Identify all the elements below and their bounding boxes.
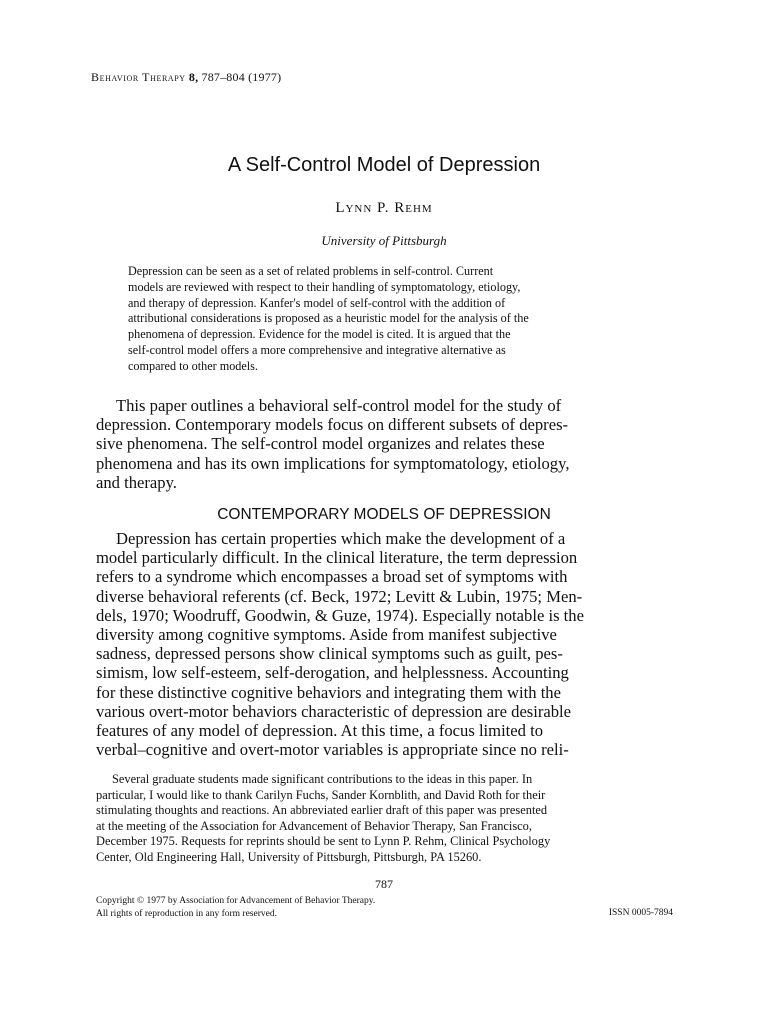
- abstract: [128, 264, 640, 375]
- body-line: features of any model of depression. At this time, a focus limited to: [96, 721, 544, 741]
- issn: ISSN 0005-7894: [608, 908, 673, 918]
- body-line: sive phenomena. The self-control model organizes and relates these: [96, 434, 545, 454]
- footnote-line: particular, I would like to thank Carilyn Fuchs, Sander Kornblith, and David Roth for their: [96, 787, 546, 802]
- article-author: Lynn P. Rehm: [335, 200, 433, 216]
- journal-citation: [91, 70, 281, 85]
- footnote-line: stimulating thoughts and reactions. An abbreviated earlier draft of this paper was presented: [96, 803, 548, 818]
- abstract-line: attributional considerations is proposed as a heuristic model for the analysis of the: [128, 311, 529, 326]
- author-affiliation: University of Pittsburgh: [321, 233, 447, 248]
- body-line: various overt-motor behaviors characteristic of depression are desirable: [96, 701, 572, 721]
- footnote: [96, 772, 676, 866]
- footnote-line: at the meeting of the Association for Advancement of Behavior Therapy, San Francisco,: [96, 818, 532, 833]
- body-line: simism, low self-esteem, self-derogation, and helplessness. Accounting: [96, 663, 569, 683]
- abstract-line: compared to other models.: [128, 358, 258, 373]
- journal-name: Behavior Therapy: [91, 70, 186, 84]
- intro-paragraph: [96, 396, 674, 492]
- copyright-line: All rights of reproduction in any form reserved.: [96, 909, 277, 919]
- copyright-line: Copyright © 1977 by Association for Advancement of Behavior Therapy.: [96, 896, 376, 906]
- body-line: and therapy.: [96, 472, 177, 492]
- body-line: sadness, depressed persons show clinical symptoms such as guilt, pes-: [96, 644, 563, 664]
- abstract-line: Depression can be seen as a set of related problems in self-control. Current: [128, 264, 494, 278]
- footnote-line: Several graduate students made significant contributions to the ideas in this paper. In: [112, 772, 533, 786]
- body-line: for these distinctive cognitive behaviors and integrating them with the: [96, 682, 561, 702]
- abstract-line: phenomena of depression. Evidence for the model is cited. It is argued that the: [128, 327, 511, 342]
- body-line: diverse behavioral referents (cf. Beck, 1972; Levitt & Lubin, 1975; Men-: [96, 586, 583, 606]
- body-line: model particularly difficult. In the clinical literature, the term depression: [96, 548, 578, 568]
- copyright-notice: [96, 895, 375, 921]
- abstract-line: models are reviewed with respect to their handling of symptomatology, etiology,: [128, 279, 521, 294]
- section-heading: CONTEMPORARY MODELS OF DEPRESSION: [217, 506, 551, 523]
- body-line: refers to a syndrome which encompasses a broad set of symptoms with: [96, 567, 568, 587]
- body-line: verbal–cognitive and overt-motor variables is appropriate since no reli-: [96, 740, 569, 760]
- footnote-line: Center, Old Engineering Hall, University of Pittsburgh, Pittsburgh, PA 15260.: [96, 849, 482, 864]
- section-paragraph: [96, 529, 674, 759]
- body-line: phenomena and has its own implications for symptomatology, etiology,: [96, 453, 570, 473]
- body-line: depression. Contemporary models focus on different subsets of depres-: [96, 415, 569, 435]
- body-line: Depression has certain properties which make the development of a: [116, 529, 566, 548]
- journal-volume: 8,: [188, 70, 199, 84]
- abstract-line: and therapy of depression. Kanfer's model of self-control with the addition of: [128, 295, 506, 310]
- journal-pages-year: 787–804 (1977): [201, 70, 282, 84]
- body-line: diversity among cognitive symptoms. Aside from manifest subjective: [96, 625, 557, 645]
- footnote-line: December 1975. Requests for reprints should be sent to Lynn P. Rehm, Clinical Psychology: [96, 834, 551, 849]
- body-line: dels, 1970; Woodruff, Goodwin, & Guze, 1974). Especially notable is the: [96, 605, 584, 625]
- abstract-line: self-control model offers a more comprehensive and integrative alternative as: [128, 342, 506, 357]
- page-number: 787: [375, 877, 393, 891]
- article-title: A Self-Control Model of Depression: [227, 154, 541, 176]
- body-line: This paper outlines a behavioral self-control model for the study of: [116, 396, 562, 415]
